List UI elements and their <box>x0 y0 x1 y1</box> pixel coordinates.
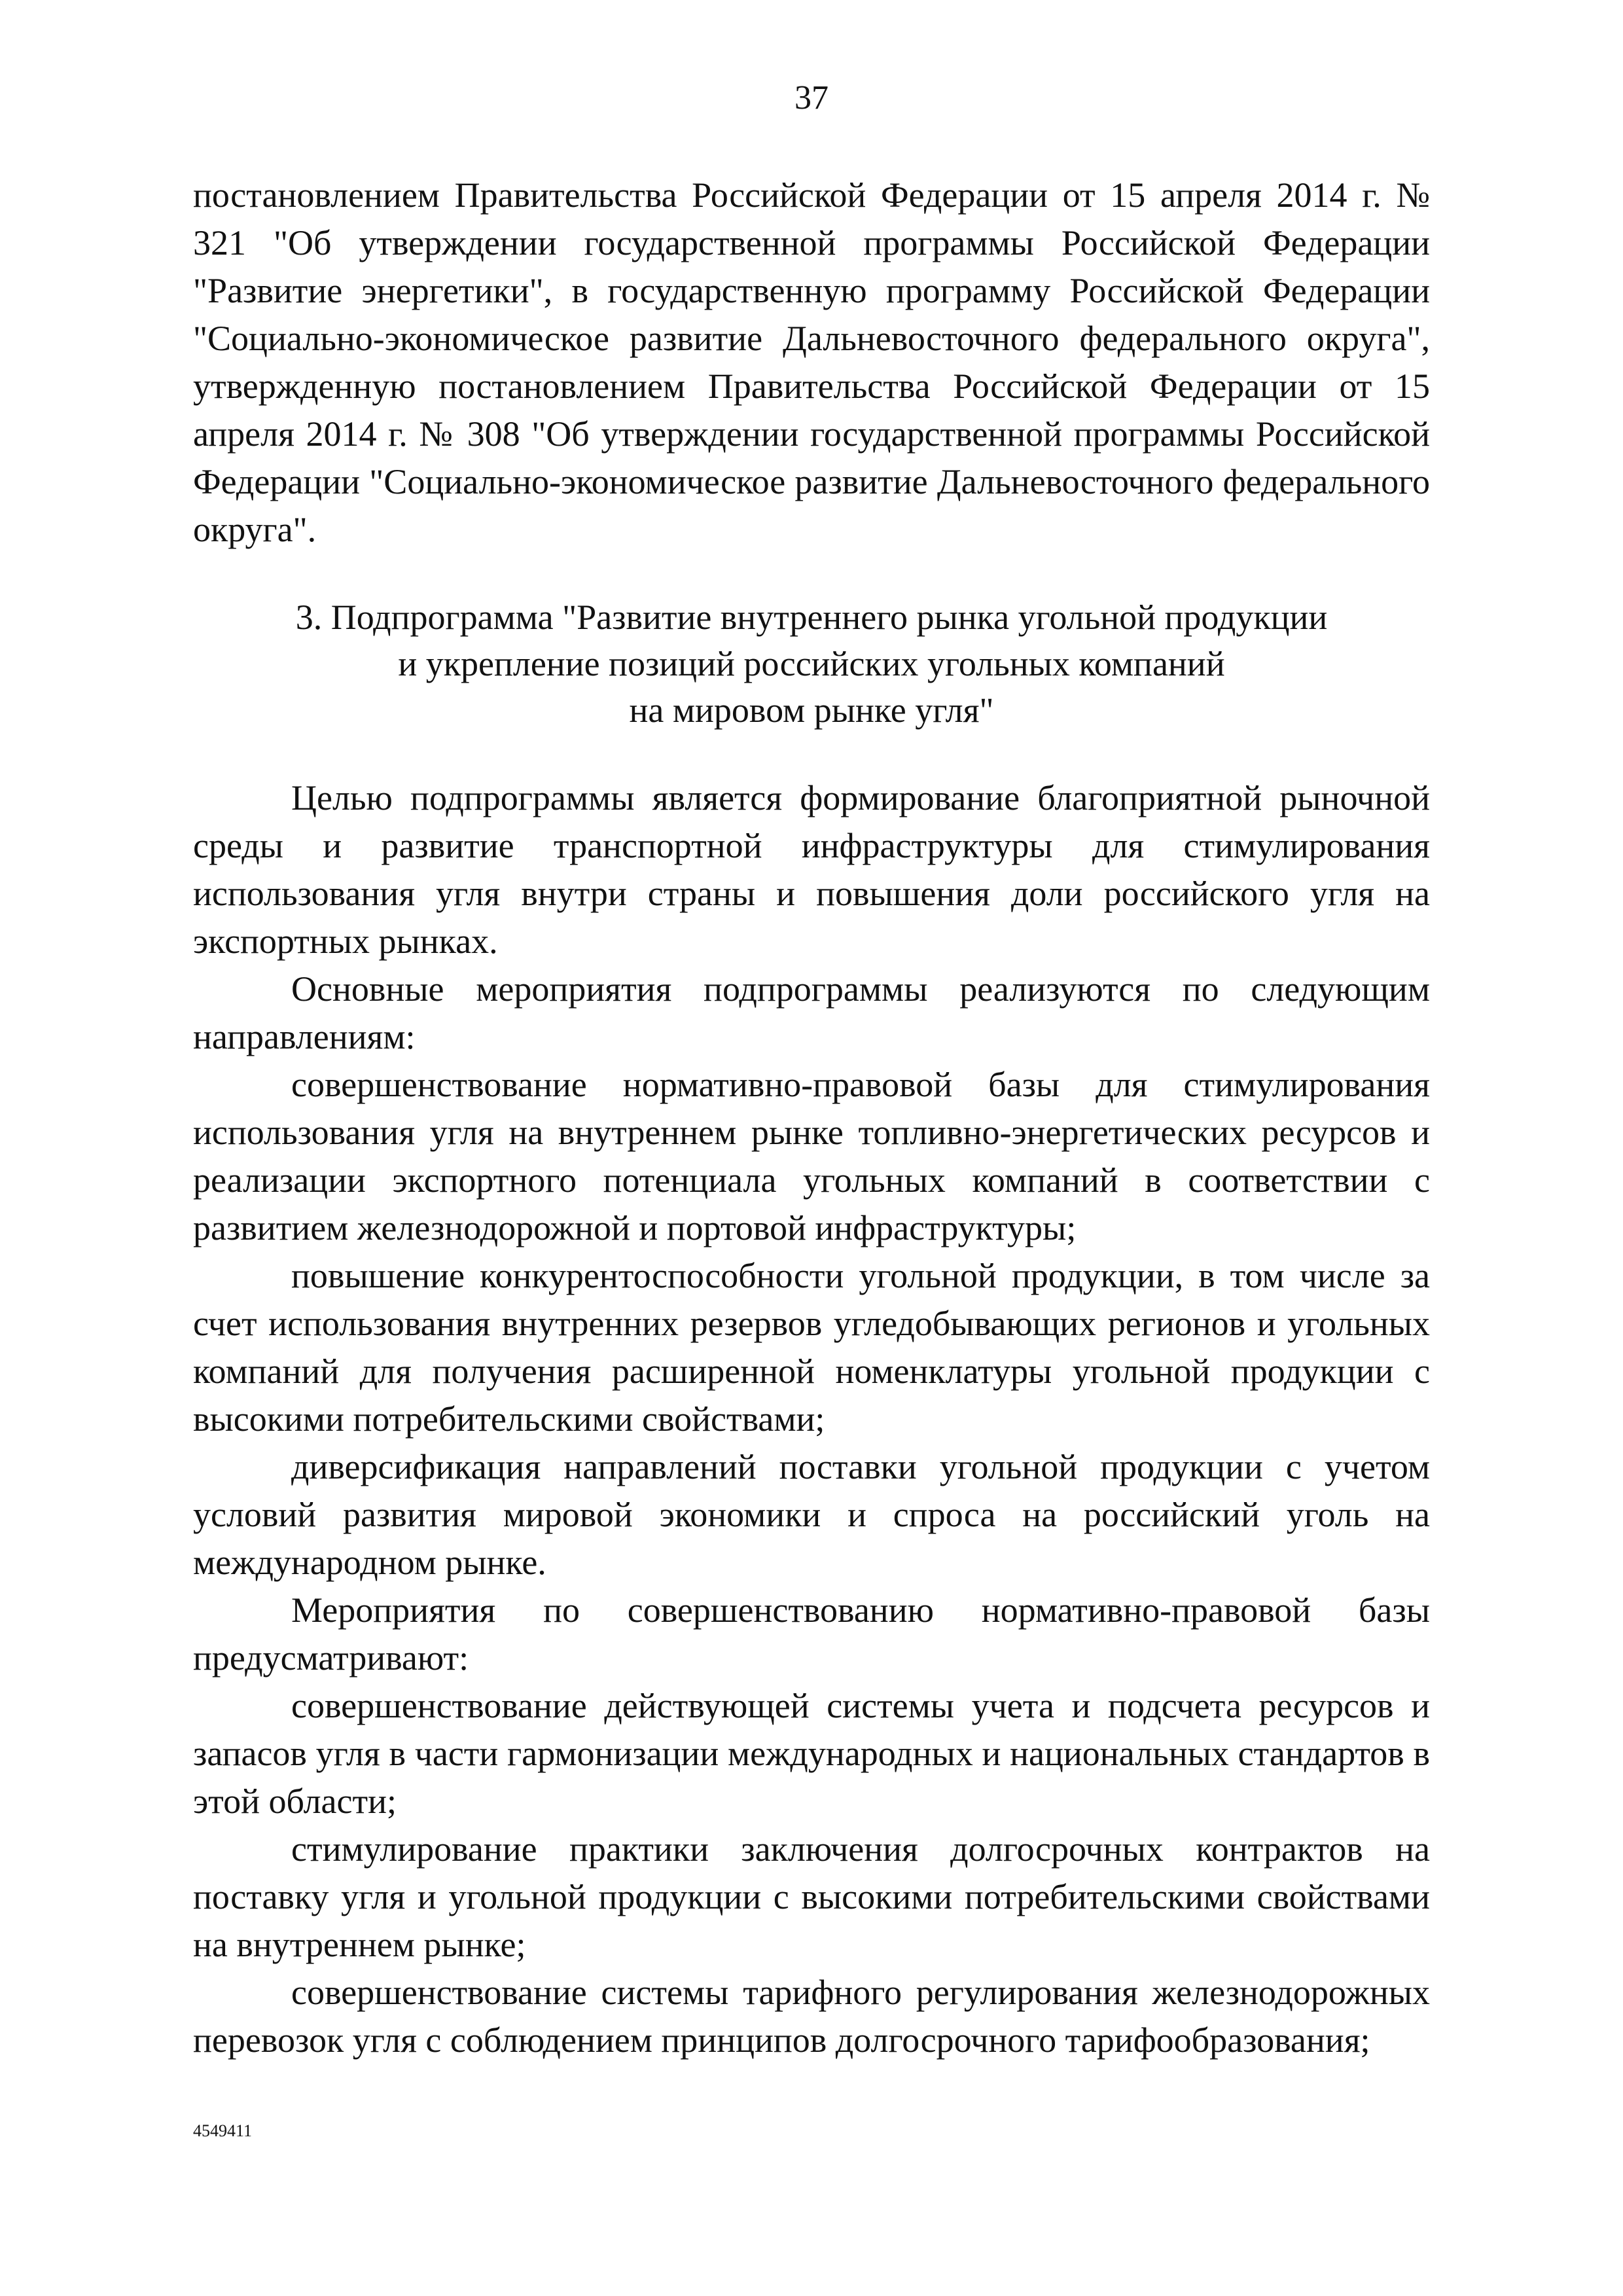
section-heading-line-3: на мировом рынке угля" <box>629 691 994 730</box>
document-code: 4549411 <box>193 2121 253 2140</box>
list-item-regulatory-base: совершенствование нормативно-правовой базы для стимулирования использования угля на внутреннем рынке топливно-энергетических ресурсов и реализации экспортного потенциала угольных компаний в соответствии с развитием железнодорожной и портовой инфраструктуры; <box>193 1065 1430 1247</box>
list-item-accounting-system: совершенствование действующей системы учета и подсчета ресурсов и запасов угля в части гармонизации международных и национальных стандартов в этой области; <box>193 1686 1430 1821</box>
list-item-tariff-regulation: совершенствование системы тарифного регулирования железнодорожных перевозок угля с соблюдением принципов долгосрочного тарифообразования; <box>193 1973 1430 2060</box>
document-body <box>193 171 1430 2064</box>
page-number: 37 <box>794 79 829 117</box>
paragraph-main-activities: Основные мероприятия подпрограммы реализуются по следующим направлениям: <box>193 969 1430 1056</box>
list-item-diversification: диверсификация направлений поставки угольной продукции с учетом условий развития мировой экономики и спроса на российский уголь на международном рынке. <box>193 1447 1430 1582</box>
section-heading <box>193 594 1430 734</box>
paragraph-goal: Целью подпрограммы является формирование благоприятной рыночной среды и развитие транспортной инфраструктуры для стимулирования использования угля внутри страны и повышения доли российского угля на экспортных рынках. <box>193 778 1430 961</box>
section-heading-line-2: и укрепление позиций российских угольных компаний <box>398 644 1225 683</box>
paragraph-continuation: постановлением Правительства Российской Федерации от 15 апреля 2014 г. № 321 "Об утверждении государственной программы Российской Федерации "Развитие энергетики", в государственную программу Российской Федерации "Социально-экономическое развитие Дальневосточного федерального округа", утвержденную постановлением Правительства Российской Федерации от 15 апреля 2014 г. № 308 "Об утверждении государственной программы Российской Федерации "Социально-экономическое развитие Дальневосточного федерального округа". <box>193 175 1430 549</box>
paragraph-regulatory-measures: Мероприятия по совершенствованию нормативно-правовой базы предусматривают: <box>193 1590 1430 1677</box>
list-item-long-term-contracts: стимулирование практики заключения долгосрочных контрактов на поставку угля и угольной продукции с высокими потребительскими свойствами на внутреннем рынке; <box>193 1829 1430 1964</box>
section-heading-line-1: 3. Подпрограмма "Развитие внутреннего рынка угольной продукции <box>295 598 1328 637</box>
list-item-competitiveness: повышение конкурентоспособности угольной продукции, в том числе за счет использования внутренних резервов угледобывающих регионов и угольных компаний для получения расширенной номенклатуры угольной продукции с высокими потребительскими свойствами; <box>193 1256 1430 1439</box>
